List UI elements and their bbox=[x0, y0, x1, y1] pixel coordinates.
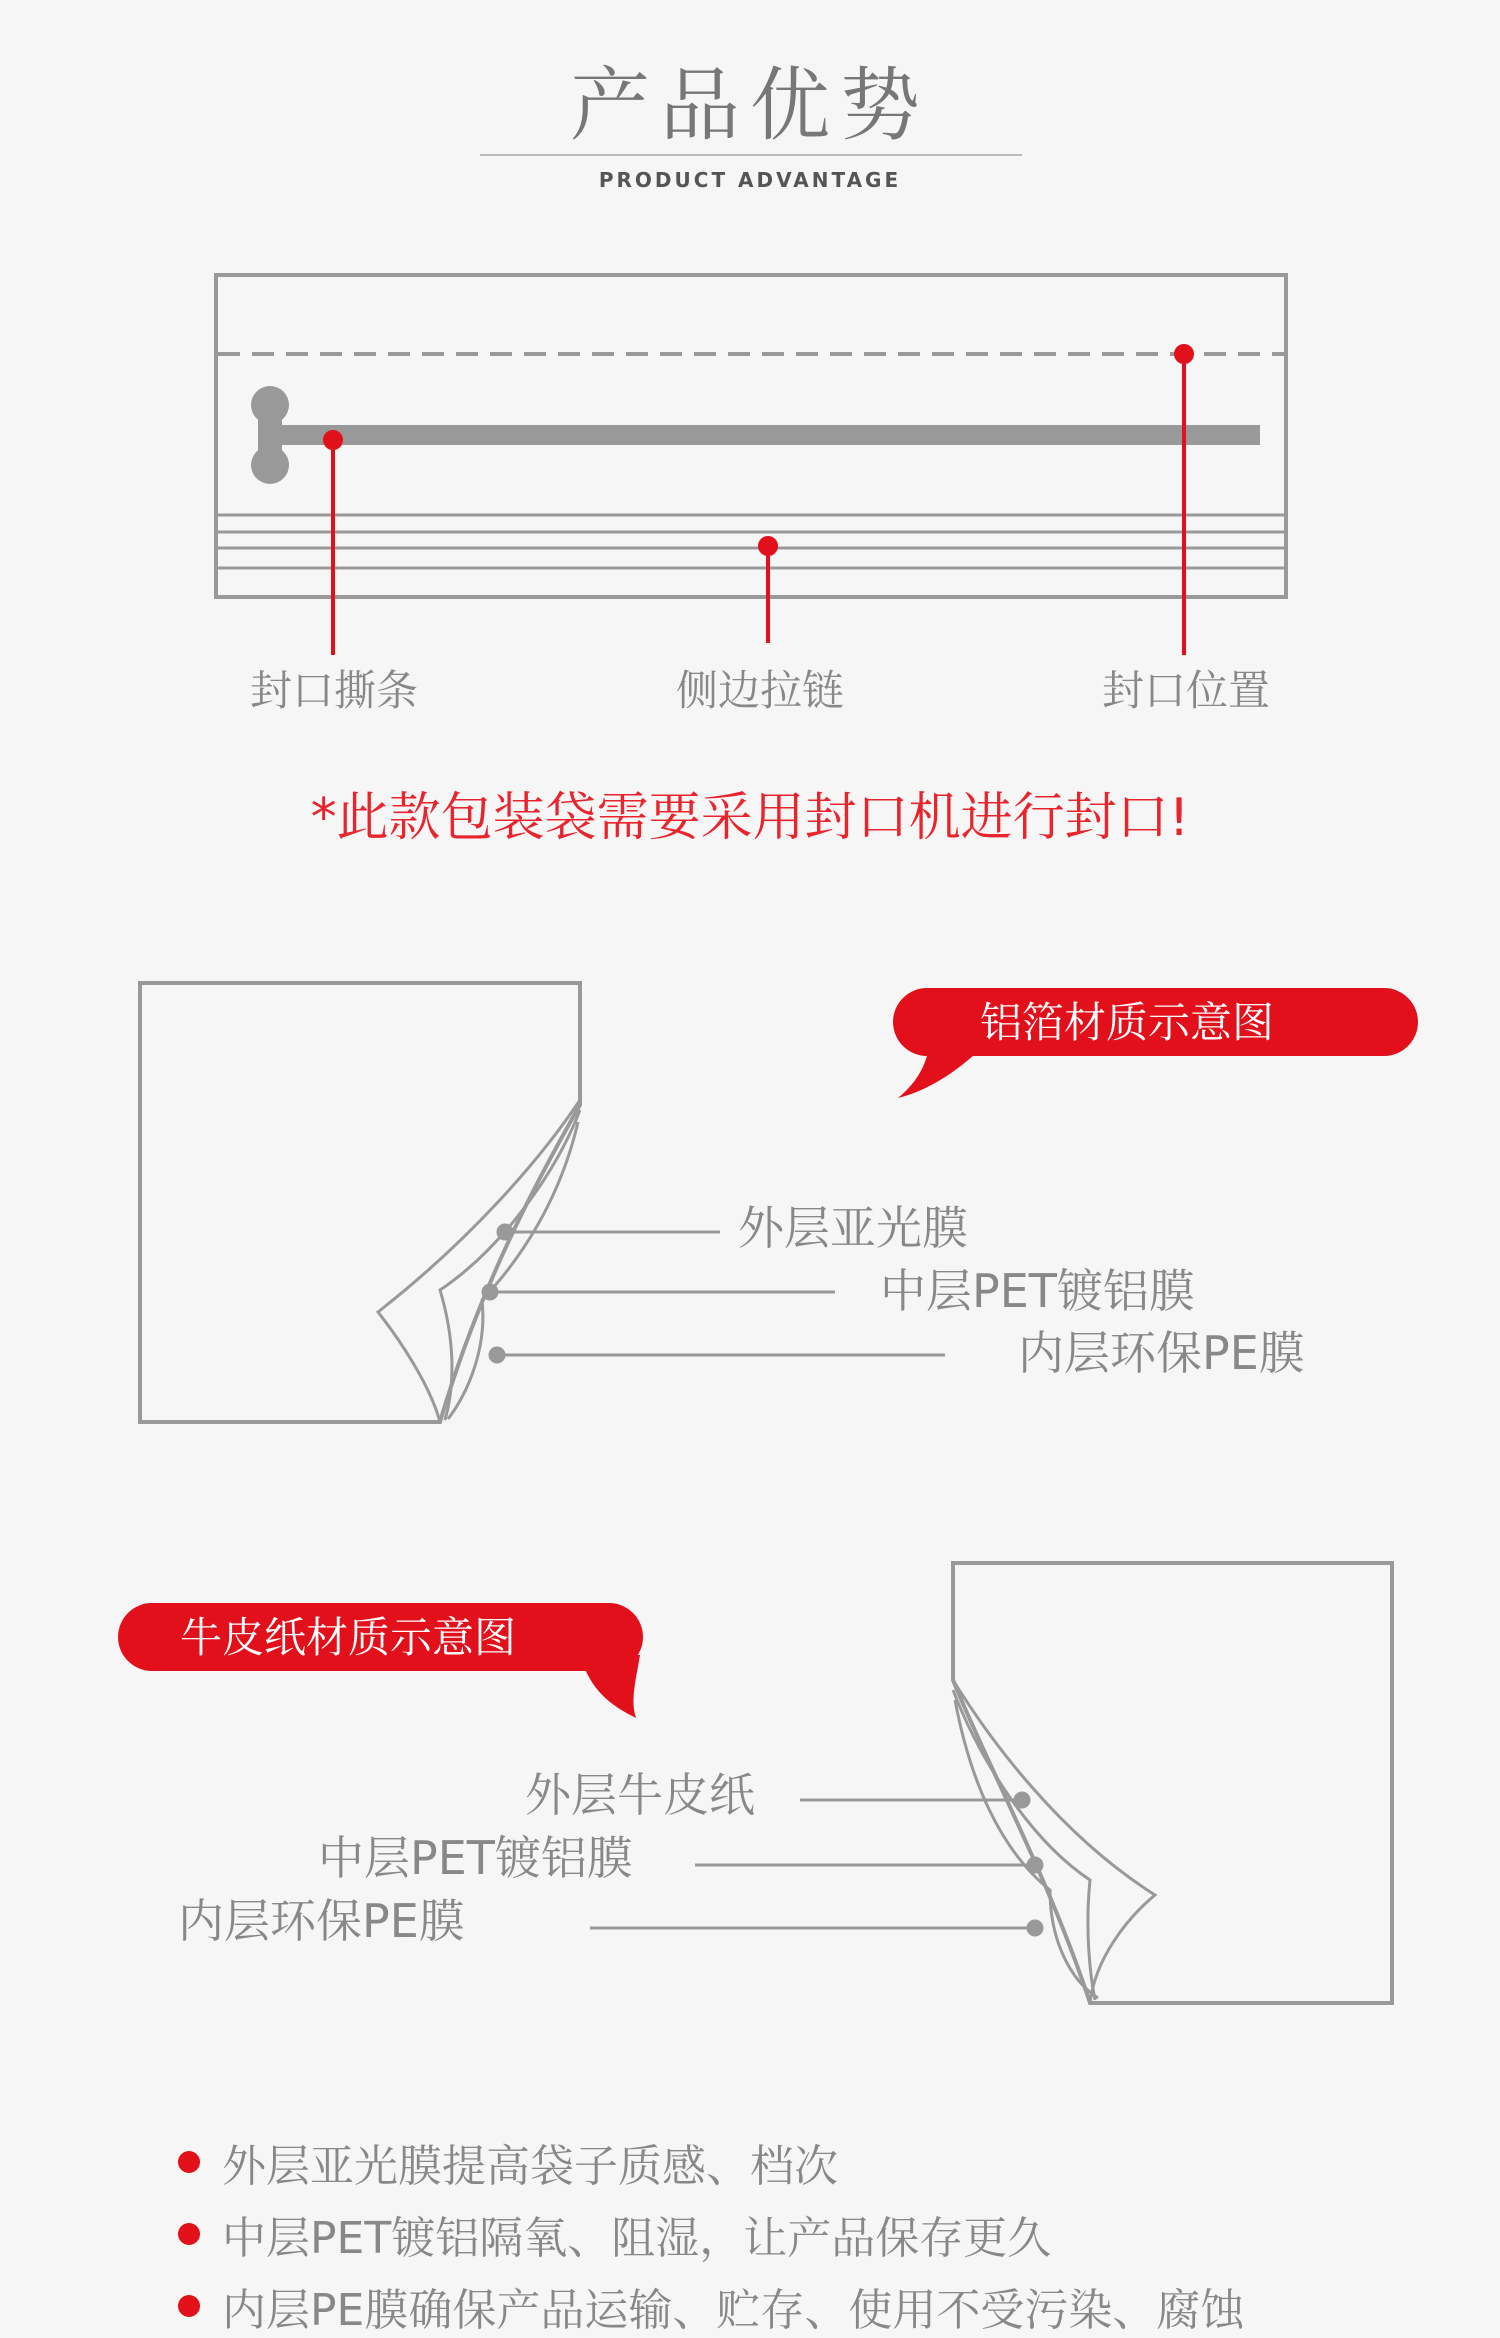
benefit-text: 内层PE膜确保产品运输、贮存、使用不受污染、腐蚀 bbox=[222, 2285, 1245, 2336]
foil-layer-outer: 外层亚光膜 bbox=[738, 1201, 968, 1255]
sealing-warning: *此款包装袋需要采用封口机进行封口! bbox=[310, 788, 1190, 848]
kraft-layer-outer: 外层牛皮纸 bbox=[525, 1768, 755, 1822]
kraft-layer-inner: 内层环保PE膜 bbox=[178, 1894, 465, 1948]
benefit-text: 中层PET镀铝隔氧、阻湿，让产品保存更久 bbox=[222, 2213, 1052, 2264]
kraft-badge: 牛皮纸材质示意图 bbox=[180, 1613, 517, 1662]
label-side-zipper: 侧边拉链 bbox=[675, 666, 844, 715]
foil-layer-middle: 中层PET镀铝膜 bbox=[880, 1264, 1195, 1318]
bullet-dot bbox=[178, 2223, 200, 2245]
kraft-layer-middle: 中层PET镀铝膜 bbox=[318, 1831, 633, 1885]
benefit-item bbox=[178, 2132, 838, 2192]
label-tear-strip: 封口撕条 bbox=[249, 666, 418, 715]
benefit-item bbox=[178, 2204, 1051, 2264]
foil-badge: 铝箔材质示意图 bbox=[980, 998, 1275, 1047]
bullet-dot bbox=[178, 2295, 200, 2317]
foil-layer-inner: 内层环保PE膜 bbox=[1018, 1326, 1305, 1380]
bullet-dot bbox=[178, 2151, 200, 2173]
benefit-item bbox=[178, 2276, 1244, 2336]
page-subtitle: PRODUCT ADVANTAGE bbox=[598, 168, 902, 192]
page-title: 产品优势 bbox=[570, 59, 930, 152]
benefit-text: 外层亚光膜提高袋子质感、档次 bbox=[222, 2141, 838, 2192]
label-seal-position: 封口位置 bbox=[1101, 666, 1270, 715]
